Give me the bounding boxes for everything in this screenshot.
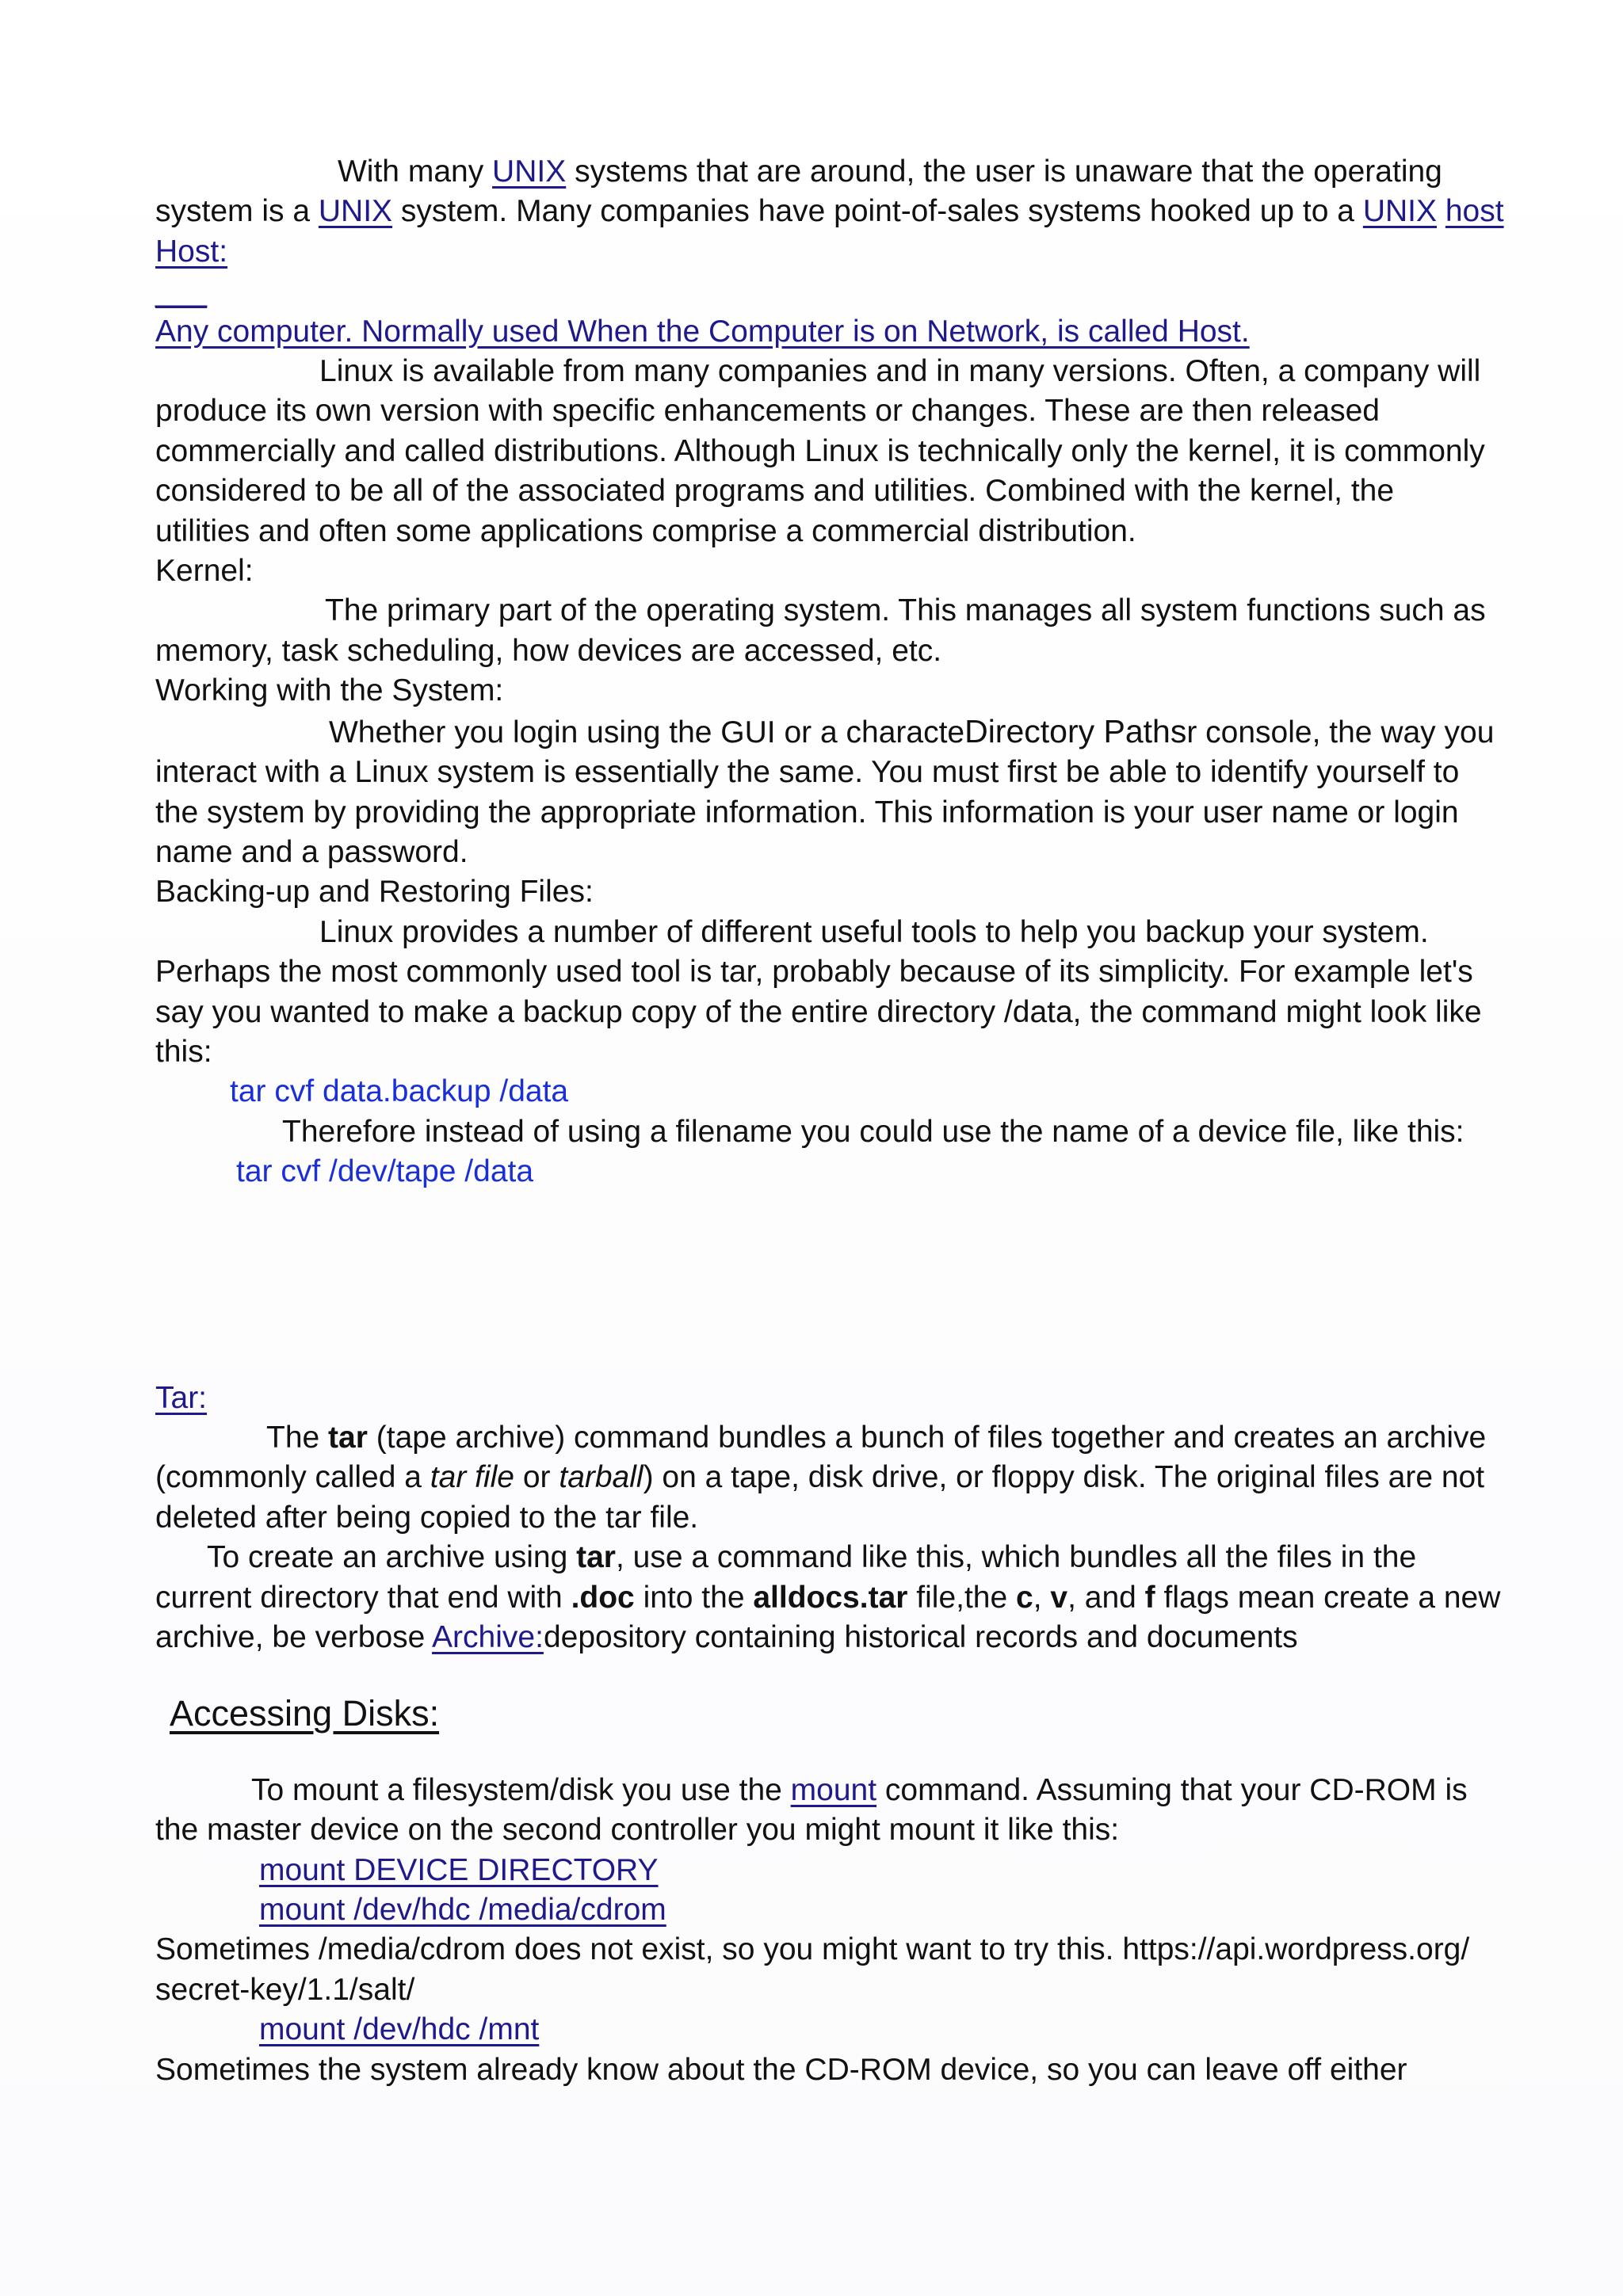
- code-tar-backup: tar cvf data.backup /data: [230, 1074, 569, 1109]
- para1-line2: [155, 192, 1504, 231]
- text: current directory that end with: [155, 1580, 571, 1615]
- archive-link[interactable]: Archive:: [432, 1620, 544, 1654]
- tar-line1: [155, 1418, 1487, 1458]
- accessing-disks-heading: Accessing Disks:: [170, 1693, 440, 1734]
- mount-cmd3-line: [155, 2010, 1487, 2050]
- disks-line5: Sometimes the system already know about the CD-ROM device, so you can leave off either: [155, 2052, 1407, 2087]
- text: or: [514, 1460, 559, 1495]
- unix-link[interactable]: UNIX: [318, 194, 393, 229]
- para1-line1: [155, 152, 1487, 192]
- text: system. Many companies have point-of-sales systems hooked up to a: [392, 194, 1363, 229]
- inserted-text: Directory Paths: [964, 712, 1187, 749]
- text: Whether you login using the GUI or a characte: [329, 715, 965, 749]
- bold-text: tar: [576, 1540, 616, 1575]
- mount-cmd1[interactable]: [155, 1853, 659, 1887]
- spacer: [155, 1192, 1487, 1379]
- backup-line2: Perhaps the most commonly used tool is tar, probably because of its simplicity. For example let's: [155, 955, 1473, 990]
- working-line1: [155, 711, 1495, 753]
- italic-text: tarball: [559, 1460, 643, 1495]
- document-body: [155, 152, 1504, 2090]
- text: command. Assuming that your CD-ROM is: [876, 1772, 1468, 1807]
- tar-line5: [155, 1578, 1501, 1618]
- kernel-line1: The primary part of the operating system. This manages all system functions such as: [325, 593, 1486, 628]
- backup-line5: Therefore instead of using a filename you could use the name of a device file, like this:: [282, 1114, 1465, 1149]
- working-line2: interact with a Linux system is essentially the same. You must first be able to identify yourself to: [155, 755, 1460, 790]
- text: ) on a tape, disk drive, or floppy disk. The original files are not: [643, 1460, 1485, 1495]
- backup-heading: Backing-up and Restoring Files:: [155, 875, 594, 910]
- mount-cmd3[interactable]: [155, 2012, 539, 2046]
- text: ,: [1033, 1580, 1051, 1615]
- host-definition[interactable]: [155, 315, 1250, 349]
- text: , and: [1067, 1580, 1145, 1615]
- working-line3: the system by providing the appropriate information. This information is your user name or login: [155, 795, 1459, 830]
- bold-text: alldocs.tar: [753, 1580, 908, 1615]
- linux-line1: Linux is available from many companies and in many versions. Often, a company will: [319, 354, 1481, 389]
- kernel-heading: Kernel:: [155, 554, 254, 589]
- italic-text: tar file: [430, 1460, 514, 1495]
- code-tar-tape: tar cvf /dev/tape /data: [236, 1154, 534, 1189]
- linux-line2: produce its own version with specific enhancements or changes. These are then released: [155, 394, 1380, 429]
- tar-line3: deleted after being copied to the tar file.: [155, 1500, 699, 1535]
- host-definition-line: [155, 312, 1487, 352]
- text: To create an archive using: [207, 1540, 577, 1575]
- text: With many: [338, 154, 493, 189]
- working-line4: name and a password.: [155, 834, 468, 869]
- mount-cmd1-text: mount DEVICE DIRECTORY: [259, 1852, 659, 1887]
- text: (commonly called a: [155, 1460, 430, 1495]
- backup-line3: say you wanted to make a backup copy of the entire directory /data, the command might look like: [155, 994, 1482, 1029]
- text: file,the: [907, 1580, 1017, 1615]
- text: archive, be verbose: [155, 1620, 433, 1654]
- text: flags mean create a new: [1155, 1580, 1501, 1615]
- host-link[interactable]: host: [1445, 194, 1504, 229]
- text: system is a: [155, 194, 319, 229]
- linux-line3: commercially and called distributions. Although Linux is technically only the kernel, it is commonly: [155, 433, 1485, 468]
- unix-link[interactable]: UNIX: [1362, 194, 1437, 229]
- host-term[interactable]: Host:: [155, 234, 228, 269]
- disks-line2: the master device on the second controller you might mount it like this:: [155, 1813, 1120, 1848]
- mount-cmd2-line: [155, 1890, 1487, 1930]
- bold-text: f: [1144, 1580, 1155, 1615]
- mount-link[interactable]: mount: [790, 1772, 877, 1807]
- tar-line2: [155, 1458, 1487, 1497]
- tar-line4: [155, 1538, 1487, 1577]
- bold-text: tar: [328, 1420, 368, 1455]
- disks-line1: [155, 1771, 1487, 1810]
- mount-cmd2[interactable]: [155, 1893, 666, 1927]
- text: The: [266, 1420, 329, 1455]
- spacer: [155, 1657, 1487, 1688]
- host-definition-text: Any computer. Normally used When the Computer is on Network, is called Host.: [155, 314, 1250, 349]
- text: (tape archive) command bundles a bunch of files together and creates an archive: [367, 1420, 1487, 1455]
- text: into the: [634, 1580, 754, 1615]
- kernel-line2: memory, task scheduling, how devices are accessed, etc.: [155, 633, 942, 668]
- tar-term[interactable]: Tar:: [155, 1380, 208, 1415]
- text: systems that are around, the user is unaware that the operating: [566, 154, 1442, 189]
- bold-text: c: [1016, 1580, 1033, 1615]
- mount-cmd2-text: mount /dev/hdc /media/cdrom: [259, 1893, 666, 1928]
- text: To mount a filesystem/disk you use the: [251, 1772, 791, 1807]
- working-heading: Working with the System:: [155, 673, 504, 708]
- host-blank[interactable]: ___: [155, 274, 208, 309]
- unix-link[interactable]: UNIX: [492, 154, 567, 189]
- backup-line1: Linux provides a number of different useful tools to help you backup your system.: [319, 914, 1429, 949]
- text: r console, the way you: [1186, 715, 1495, 749]
- host-blank-line: [155, 272, 1487, 311]
- linux-line5: utilities and often some applications comprise a commercial distribution.: [155, 513, 1136, 548]
- tar-term-line: [155, 1379, 1487, 1418]
- mount-cmd1-line: [155, 1851, 1487, 1890]
- disks-line3: Sometimes /media/cdrom does not exist, so you might want to try this. https://api.wordpress.org/: [155, 1932, 1470, 1967]
- tar-line6: [155, 1618, 1487, 1657]
- disks-line4: secret-key/1.1/salt/: [155, 1972, 415, 2007]
- text: , use a command like this, which bundles all the files in the: [615, 1540, 1417, 1575]
- host-term-line: [155, 232, 1487, 272]
- bold-text: v: [1050, 1580, 1068, 1615]
- bold-text: .doc: [571, 1580, 635, 1615]
- text: depository containing historical records and documents: [543, 1620, 1298, 1654]
- mount-cmd3-text: mount /dev/hdc /mnt: [259, 2012, 540, 2047]
- linux-line4: considered to be all of the associated programs and utilities. Combined with the kernel, the: [155, 474, 1395, 509]
- backup-line4: this:: [155, 1034, 212, 1069]
